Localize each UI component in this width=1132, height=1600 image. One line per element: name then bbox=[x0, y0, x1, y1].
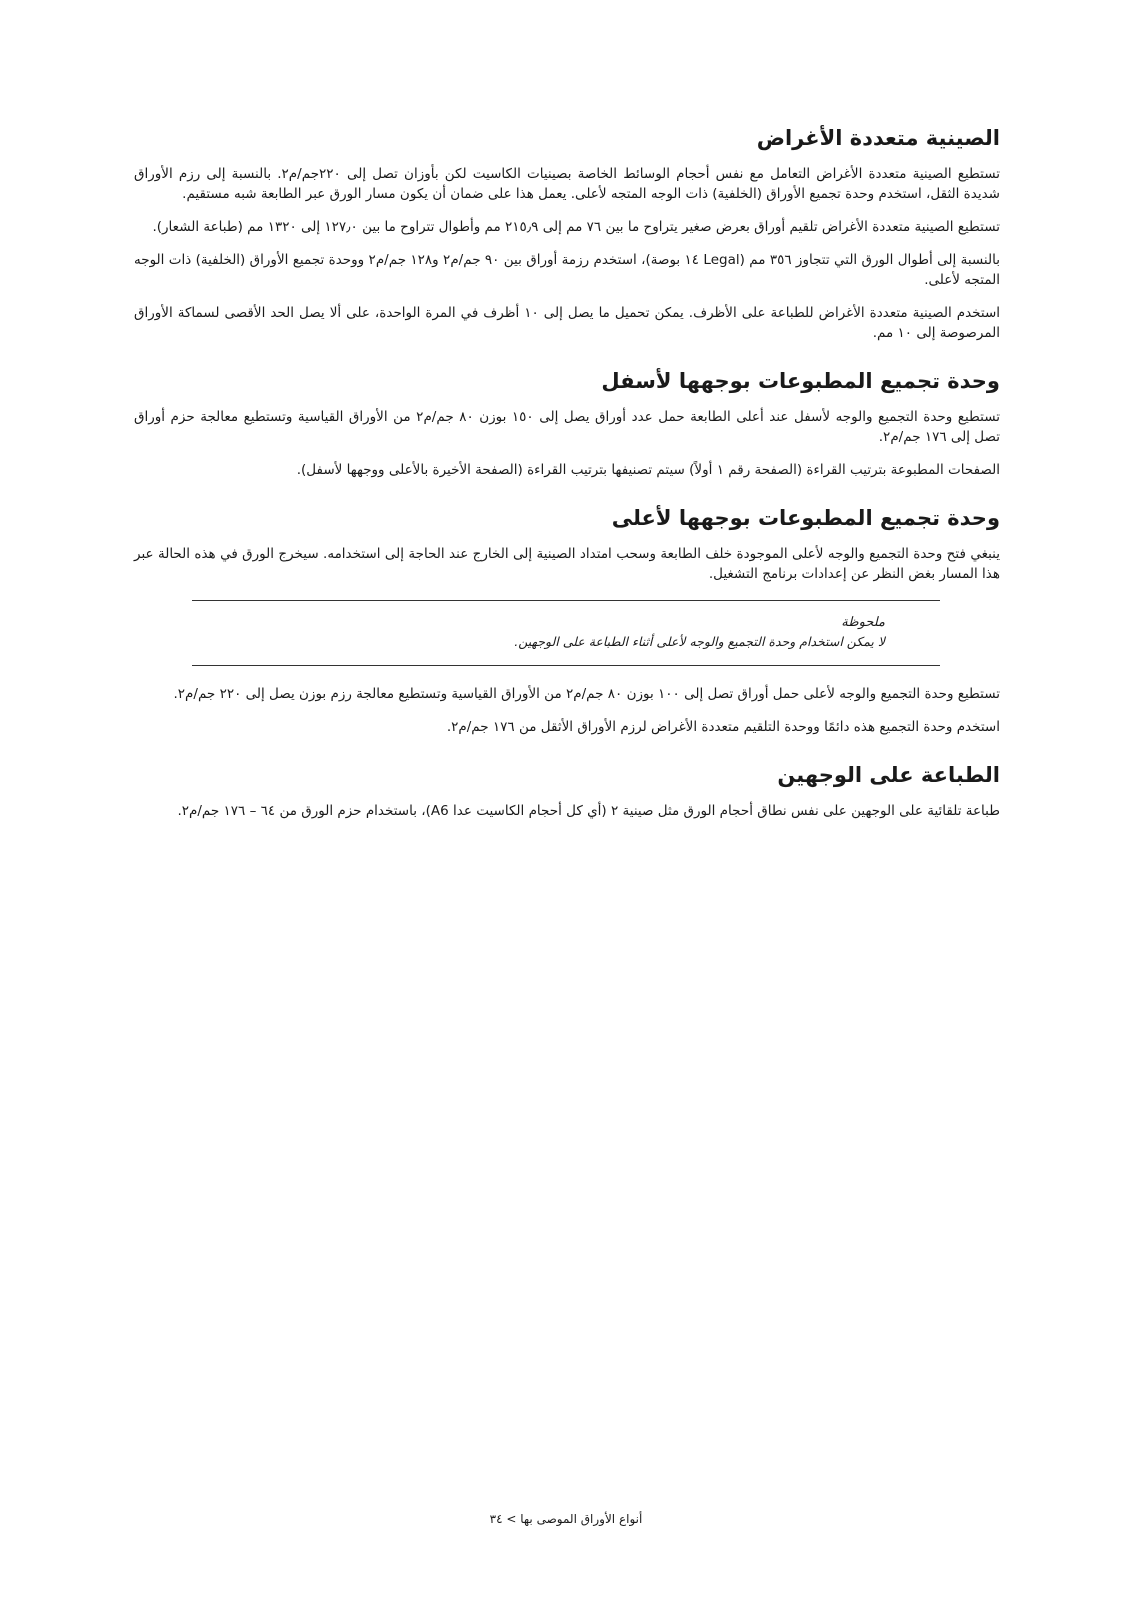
page-content bbox=[134, 126, 1000, 847]
paragraph: تستطيع وحدة التجميع والوجه لأسفل عند أعلى الطابعة حمل عدد أوراق يصل إلى ١٥٠ بوزن ٨٠ جم/م٢ من الأوراق القياسية وتستطيع معالجة حزم أوراق تصل إلى ١٧٦ جم/م٢. bbox=[134, 409, 1001, 445]
section-duplex-printing bbox=[134, 763, 1000, 821]
section-face-up-stacker bbox=[134, 506, 1000, 737]
page-footer: أنواع الأوراق الموصى بها > ٣٤ bbox=[489, 1512, 643, 1526]
paragraph: تستطيع الصينية متعددة الأغراض تلقيم أوراق بعرض صغير يتراوح ما بين ٧٦ مم إلى ٢١٥٫٩ مم وأطوال تتراوح ما بين ١٢٧٫٠ إلى ١٣٢٠ مم (طباعة الشعار). bbox=[152, 219, 1000, 235]
paragraph: استخدم الصينية متعددة الأغراض للطباعة على الأظرف. يمكن تحميل ما يصل إلى ١٠ أظرف في المرة الواحدة، على ألا يصل الحد الأقصى لسماكة الأوراق المرصوصة إلى ١٠ مم. bbox=[134, 305, 1000, 341]
section-title: الصينية متعددة الأغراض bbox=[756, 126, 1000, 150]
paragraph: ينبغي فتح وحدة التجميع والوجه لأعلى الموجودة خلف الطابعة وسحب امتداد الصينية إلى الخارج عند الحاجة إلى استخدامه. سيخرج الورق في هذه الحالة عبر هذا المسار بغض النظر عن إعدادات برنامج التشغيل. bbox=[134, 546, 1000, 582]
note-title: ملحوظة bbox=[841, 615, 885, 630]
section-multipurpose-tray bbox=[134, 126, 1000, 343]
note-box bbox=[192, 600, 940, 666]
note-text: لا يمكن استخدام وحدة التجميع والوجه لأعلى أثناء الطباعة على الوجهين. bbox=[514, 634, 885, 649]
section-title: وحدة تجميع المطبوعات بوجهها لأعلى bbox=[611, 506, 1000, 530]
section-title: الطباعة على الوجهين bbox=[777, 763, 1000, 787]
paragraph: استخدم وحدة التجميع هذه دائمًا ووحدة التلقيم متعددة الأغراض لرزم الأوراق الأثقل من ١٧٦ جم/م٢. bbox=[446, 719, 1000, 735]
paragraph: بالنسبة إلى أطوال الورق التي تتجاوز ٣٥٦ مم (Legal ١٤ بوصة)، استخدم رزمة أوراق بين ٩٠ جم/م٢ و١٢٨ جم/م٢ ووحدة تجميع الأوراق (الخلفية) ذات الوجه المتجه لأعلى. bbox=[134, 252, 1000, 288]
section-face-down-stacker bbox=[134, 369, 1000, 480]
paragraph: تستطيع الصينية متعددة الأغراض التعامل مع نفس أحجام الوسائط الخاصة بصينيات الكاسيت لكن بأوزان تصل إلى ٢٢٠جم/م٢. بالنسبة إلى رزم الأوراق شديدة الثقل، استخدم وحدة تجميع الأوراق (الخلفية) ذات الوجه المتجه لأعلى. يعمل هذا على ضمان أن يكون مسار الورق عبر الطابعة شبه مستقيم. bbox=[134, 166, 1000, 202]
paragraph: تستطيع وحدة التجميع والوجه لأعلى حمل أوراق تصل إلى ١٠٠ بوزن ٨٠ جم/م٢ من الأوراق القياسية وتستطيع معالجة رزم بوزن يصل إلى ٢٢٠ جم/م٢. bbox=[173, 686, 1000, 702]
section-title: وحدة تجميع المطبوعات بوجهها لأسفل bbox=[601, 369, 1000, 393]
paragraph: الصفحات المطبوعة بترتيب القراءة (الصفحة رقم ١ أولاً) سيتم تصنيفها بترتيب القراءة (الصفحة الأخيرة بالأعلى ووجهها لأسفل). bbox=[296, 462, 1000, 478]
paragraph: طباعة تلقائية على الوجهين على نفس نطاق أحجام الورق مثل صينية ٢ (أي كل أحجام الكاسيت عدا A6)، باستخدام حزم الورق من ٦٤ – ١٧٦ جم/م٢. bbox=[177, 803, 1000, 819]
